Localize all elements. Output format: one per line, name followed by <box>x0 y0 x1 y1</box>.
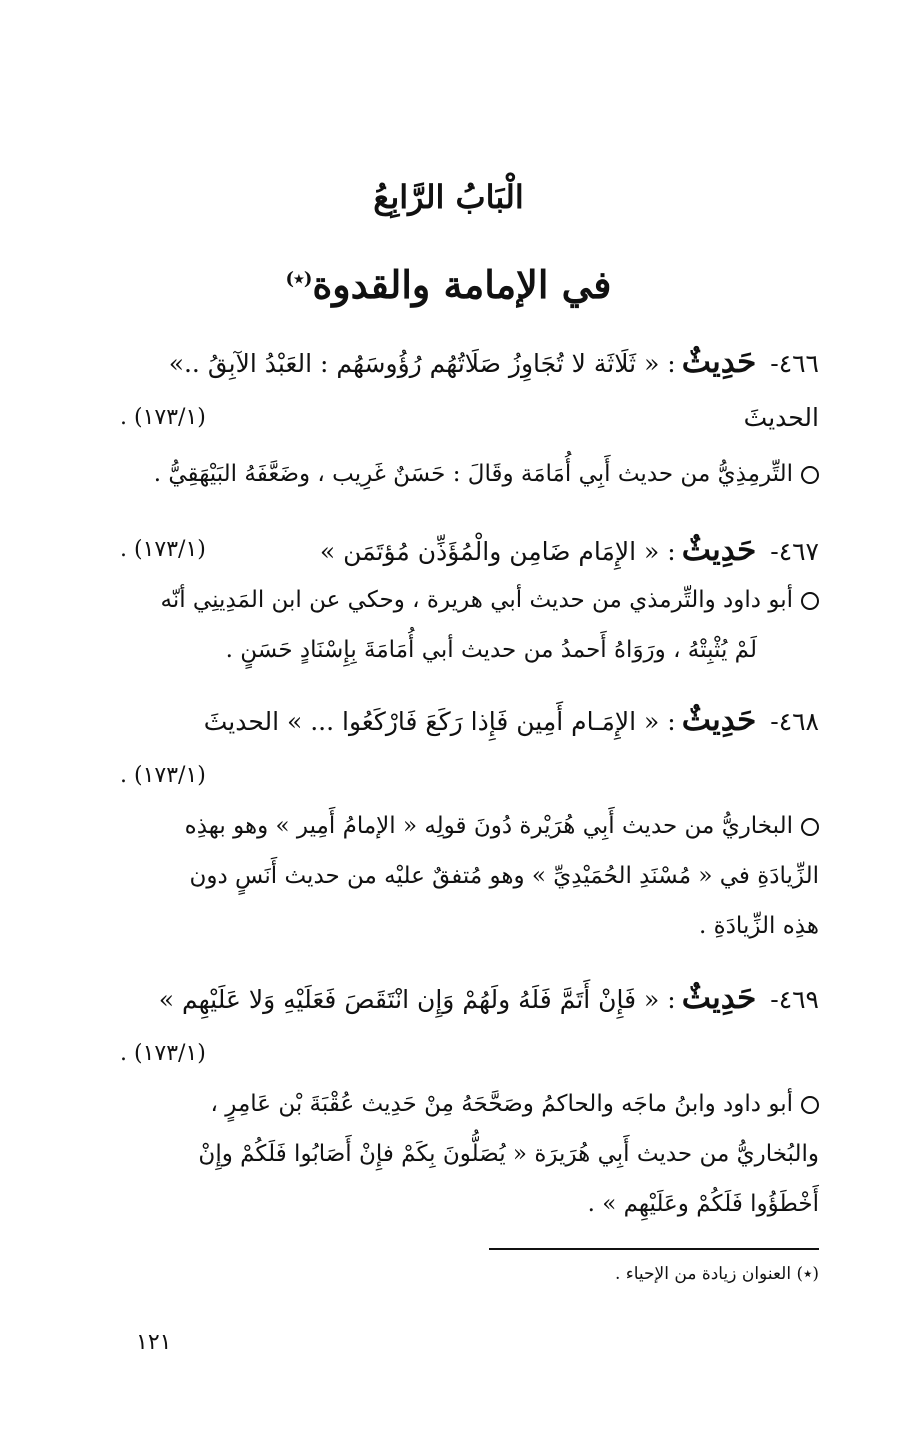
comment-line: أبو داود وابنُ ماجَه والحاكمُ وصَحَّحَهُ مِنْ حَدِيث عُقْبَةَ بْن عَامِرٍ ، <box>120 1084 819 1124</box>
hadith-number: ٤٦٩- <box>770 985 819 1014</box>
comment-line: الزِّيادَةِ في « مُسْنَدِ الحُمَيْدِيِّ » وهو مُتفقٌ عليْه من حديث أَنَسٍ دون <box>189 863 819 889</box>
hadith-467 <box>120 530 819 572</box>
title-footnote-marker: (٭) <box>285 268 313 290</box>
hadith-reference: (١٧٣/١) . <box>120 537 206 562</box>
chapter-label: الْبَابُ الرَّابِعُ <box>373 178 524 216</box>
hadith-reference: (١٧٣/١) . <box>120 763 206 788</box>
hadith-466 <box>120 342 819 384</box>
comment-line: أَخْطَؤُوا فَلَكُمْ وعَلَيْهِم » . <box>587 1191 819 1217</box>
hadith-text: : « ثَلَاثَة لا تُجَاوِزُ صَلَاتُهُم رُؤُوسَهُم : العَبْدُ الآبِقُ ..» <box>168 349 676 378</box>
footnote-divider <box>489 1248 819 1250</box>
comment-line: البخاريُّ من حديث أَبِي هُرَيْرة دُونَ قولِه « الإمامُ أَمِير » وهو بهذِه <box>120 806 819 846</box>
hadith-number: ٤٦٨- <box>770 707 819 736</box>
comment-line: والبُخاريُّ من حديث أَبِي هُرَيرَة « يُصَلُّونَ بِكَمْ فإِنْ أَصَابُوا فَلَكُمْ وإِنْ <box>198 1141 819 1167</box>
hadith-reference: (١٧٣/١) . <box>120 405 206 430</box>
hadith-word: حَدِيثٌ <box>681 532 757 568</box>
bullet-circle-icon <box>801 818 819 836</box>
bullet-circle-icon <box>801 592 819 610</box>
hadith-468 <box>120 700 819 742</box>
hadith-number: ٤٦٦- <box>770 349 819 378</box>
page-number: ١٢١ <box>136 1330 172 1355</box>
bullet-circle-icon <box>801 1096 819 1114</box>
footnote: (٭) العنوان زيادة من الإحياء . <box>614 1264 819 1284</box>
hadith-text: : « الإِمَام ضَامِن والْمُؤَذِّن مُؤتَمَن » <box>319 537 676 566</box>
hadith-number: ٤٦٧- <box>770 537 819 566</box>
chapter-title <box>0 262 897 307</box>
bullet-circle-icon <box>801 466 819 484</box>
hadith-text: : « الإِمَـام أَمِين فَإِذا رَكَعَ فَارْكَعُوا ... » الحديثَ <box>203 707 676 736</box>
comment-line: لَمْ يُثْبِتْهُ ، ورَوَاهُ أَحمدُ من حديث أبي أُمَامَةَ بِإِسْنَادٍ حَسَنٍ . <box>225 637 757 663</box>
hadith-word: حَدِيثٌ <box>681 344 757 380</box>
hadith-text: : « فَإِنْ أَتَمَّ فَلَهُ ولَهُمْ وَإِن انْتَقَصَ فَعَلَيْهِ وَلا عَلَيْهِم » <box>158 985 676 1014</box>
comment-line: أبو داود والتِّرمذي من حديث أبي هريرة ، وحكي عن ابن المَدِينِي أنّه <box>120 580 819 620</box>
hadith-word: حَدِيثٌ <box>681 980 757 1016</box>
hadith-469 <box>120 978 819 1020</box>
comment-line: التِّرمِذِيُّ من حديث أَبِي أُمَامَة وقَالَ : حَسَنٌ غَرِيب ، وضَعَّفَهُ البَيْهَقِيُّ . <box>120 454 819 494</box>
hadith-tail: الحديثَ <box>743 403 819 432</box>
hadith-word: حَدِيثٌ <box>681 702 757 738</box>
hadith-reference: (١٧٣/١) . <box>120 1041 206 1066</box>
chapter-title-text: في الإمامة والقدوة <box>312 262 612 307</box>
comment-line: هذِه الزِّيادَةِ . <box>699 913 819 939</box>
